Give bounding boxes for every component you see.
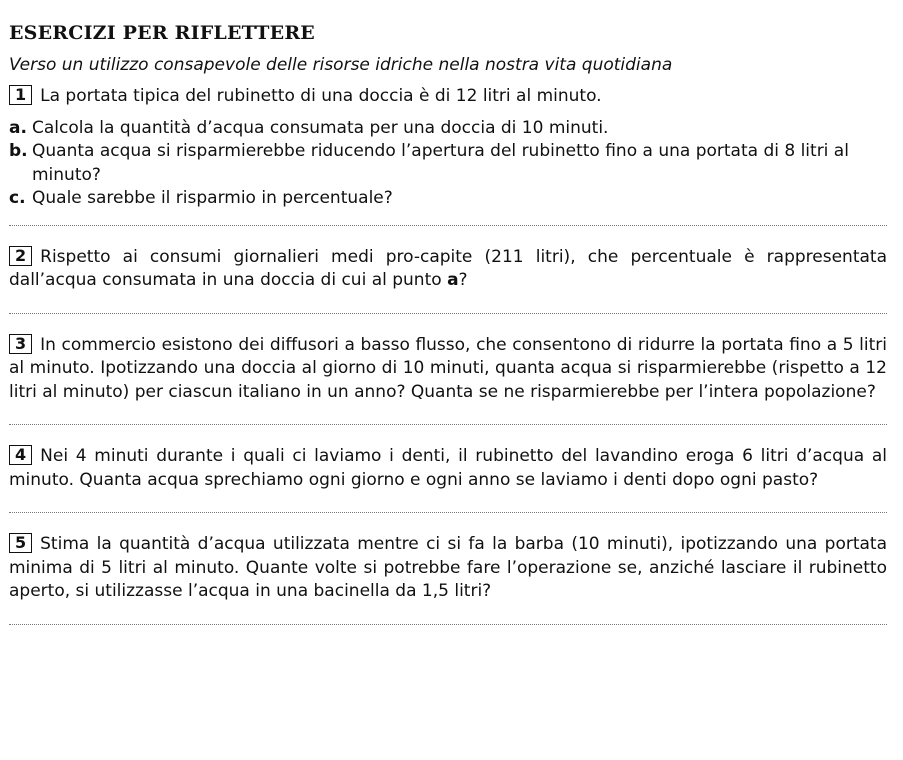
exercise-text: La portata tipica del rubinetto di una doccia è di 12 litri al minuto.	[40, 86, 602, 106]
item-text: Quale sarebbe il risparmio in percentuale?	[32, 188, 393, 208]
exercise-3	[9, 334, 887, 405]
exercise-item-a	[9, 117, 887, 141]
answer-line[interactable]	[9, 512, 887, 513]
exercise-5	[9, 533, 887, 604]
exercise-item-b	[9, 140, 887, 187]
exercise-text: Rispetto ai consumi giornalieri medi pro-capite (211 litri), che percentuale è rappresentata dall’acqua consumata in una doccia di cui al punto	[9, 246, 887, 290]
exercise-text: Nei 4 minuti durante i quali ci laviamo i denti, il rubinetto del lavandino eroga 6 litri d’acqua al minuto. Quanta acqua sprechiamo ogni giorno e ogni anno se laviamo i denti dopo ogni pasto?	[9, 446, 887, 490]
exercise-text-end: ?	[458, 270, 468, 290]
exercise-reference: a	[447, 270, 459, 290]
item-label: a.	[9, 117, 27, 138]
answer-line[interactable]	[9, 424, 887, 425]
exercise-page	[9, 0, 887, 625]
exercise-2	[9, 246, 887, 293]
exercise-text: In commercio esistono dei diffusori a basso flusso, che consentono di ridurre la portata fino a 5 litri al minuto. Ipotizzando una doccia al giorno di 10 minuti, quanta acqua si risparmierebbe (rispetto a 12 litri al minuto) per ciascun italiano in un anno? Quanta se ne risparmierebbe per l’intera popolazione?	[9, 334, 887, 402]
page-subtitle: Verso un utilizzo consapevole delle risorse idriche nella nostra vita quotidiana	[9, 55, 673, 75]
answer-line[interactable]	[9, 624, 887, 625]
page-title: ESERCIZI PER RIFLETTERE	[9, 22, 315, 44]
exercise-4	[9, 445, 887, 492]
exercise-text: Stima la quantità d’acqua utilizzata mentre ci si fa la barba (10 minuti), ipotizzando una portata minima di 5 litri al minuto. Quante volte si potrebbe fare l’operazione se, anziché lasciare il rubinetto aperto, si utilizzasse l’acqua in una bacinella da 1,5 litri?	[9, 534, 887, 601]
exercise-number-badge: 5	[9, 533, 32, 553]
answer-line[interactable]	[9, 313, 887, 314]
item-label: b.	[9, 141, 28, 161]
item-label: c.	[9, 188, 26, 208]
exercise-1-items	[9, 117, 887, 211]
exercise-number-badge: 2	[9, 246, 32, 266]
exercise-1	[9, 85, 887, 109]
item-text: Quanta acqua si risparmierebbe riducendo l’apertura del rubinetto fino a una portata di 8 litri al minuto?	[32, 141, 849, 185]
exercise-number-badge: 4	[9, 445, 32, 465]
exercise-number-badge: 1	[9, 85, 32, 105]
answer-line[interactable]	[9, 225, 887, 226]
item-text: Calcola la quantità d’acqua consumata per una doccia di 10 minuti.	[32, 117, 609, 138]
exercise-item-c	[9, 187, 887, 211]
exercise-number-badge: 3	[9, 334, 32, 354]
